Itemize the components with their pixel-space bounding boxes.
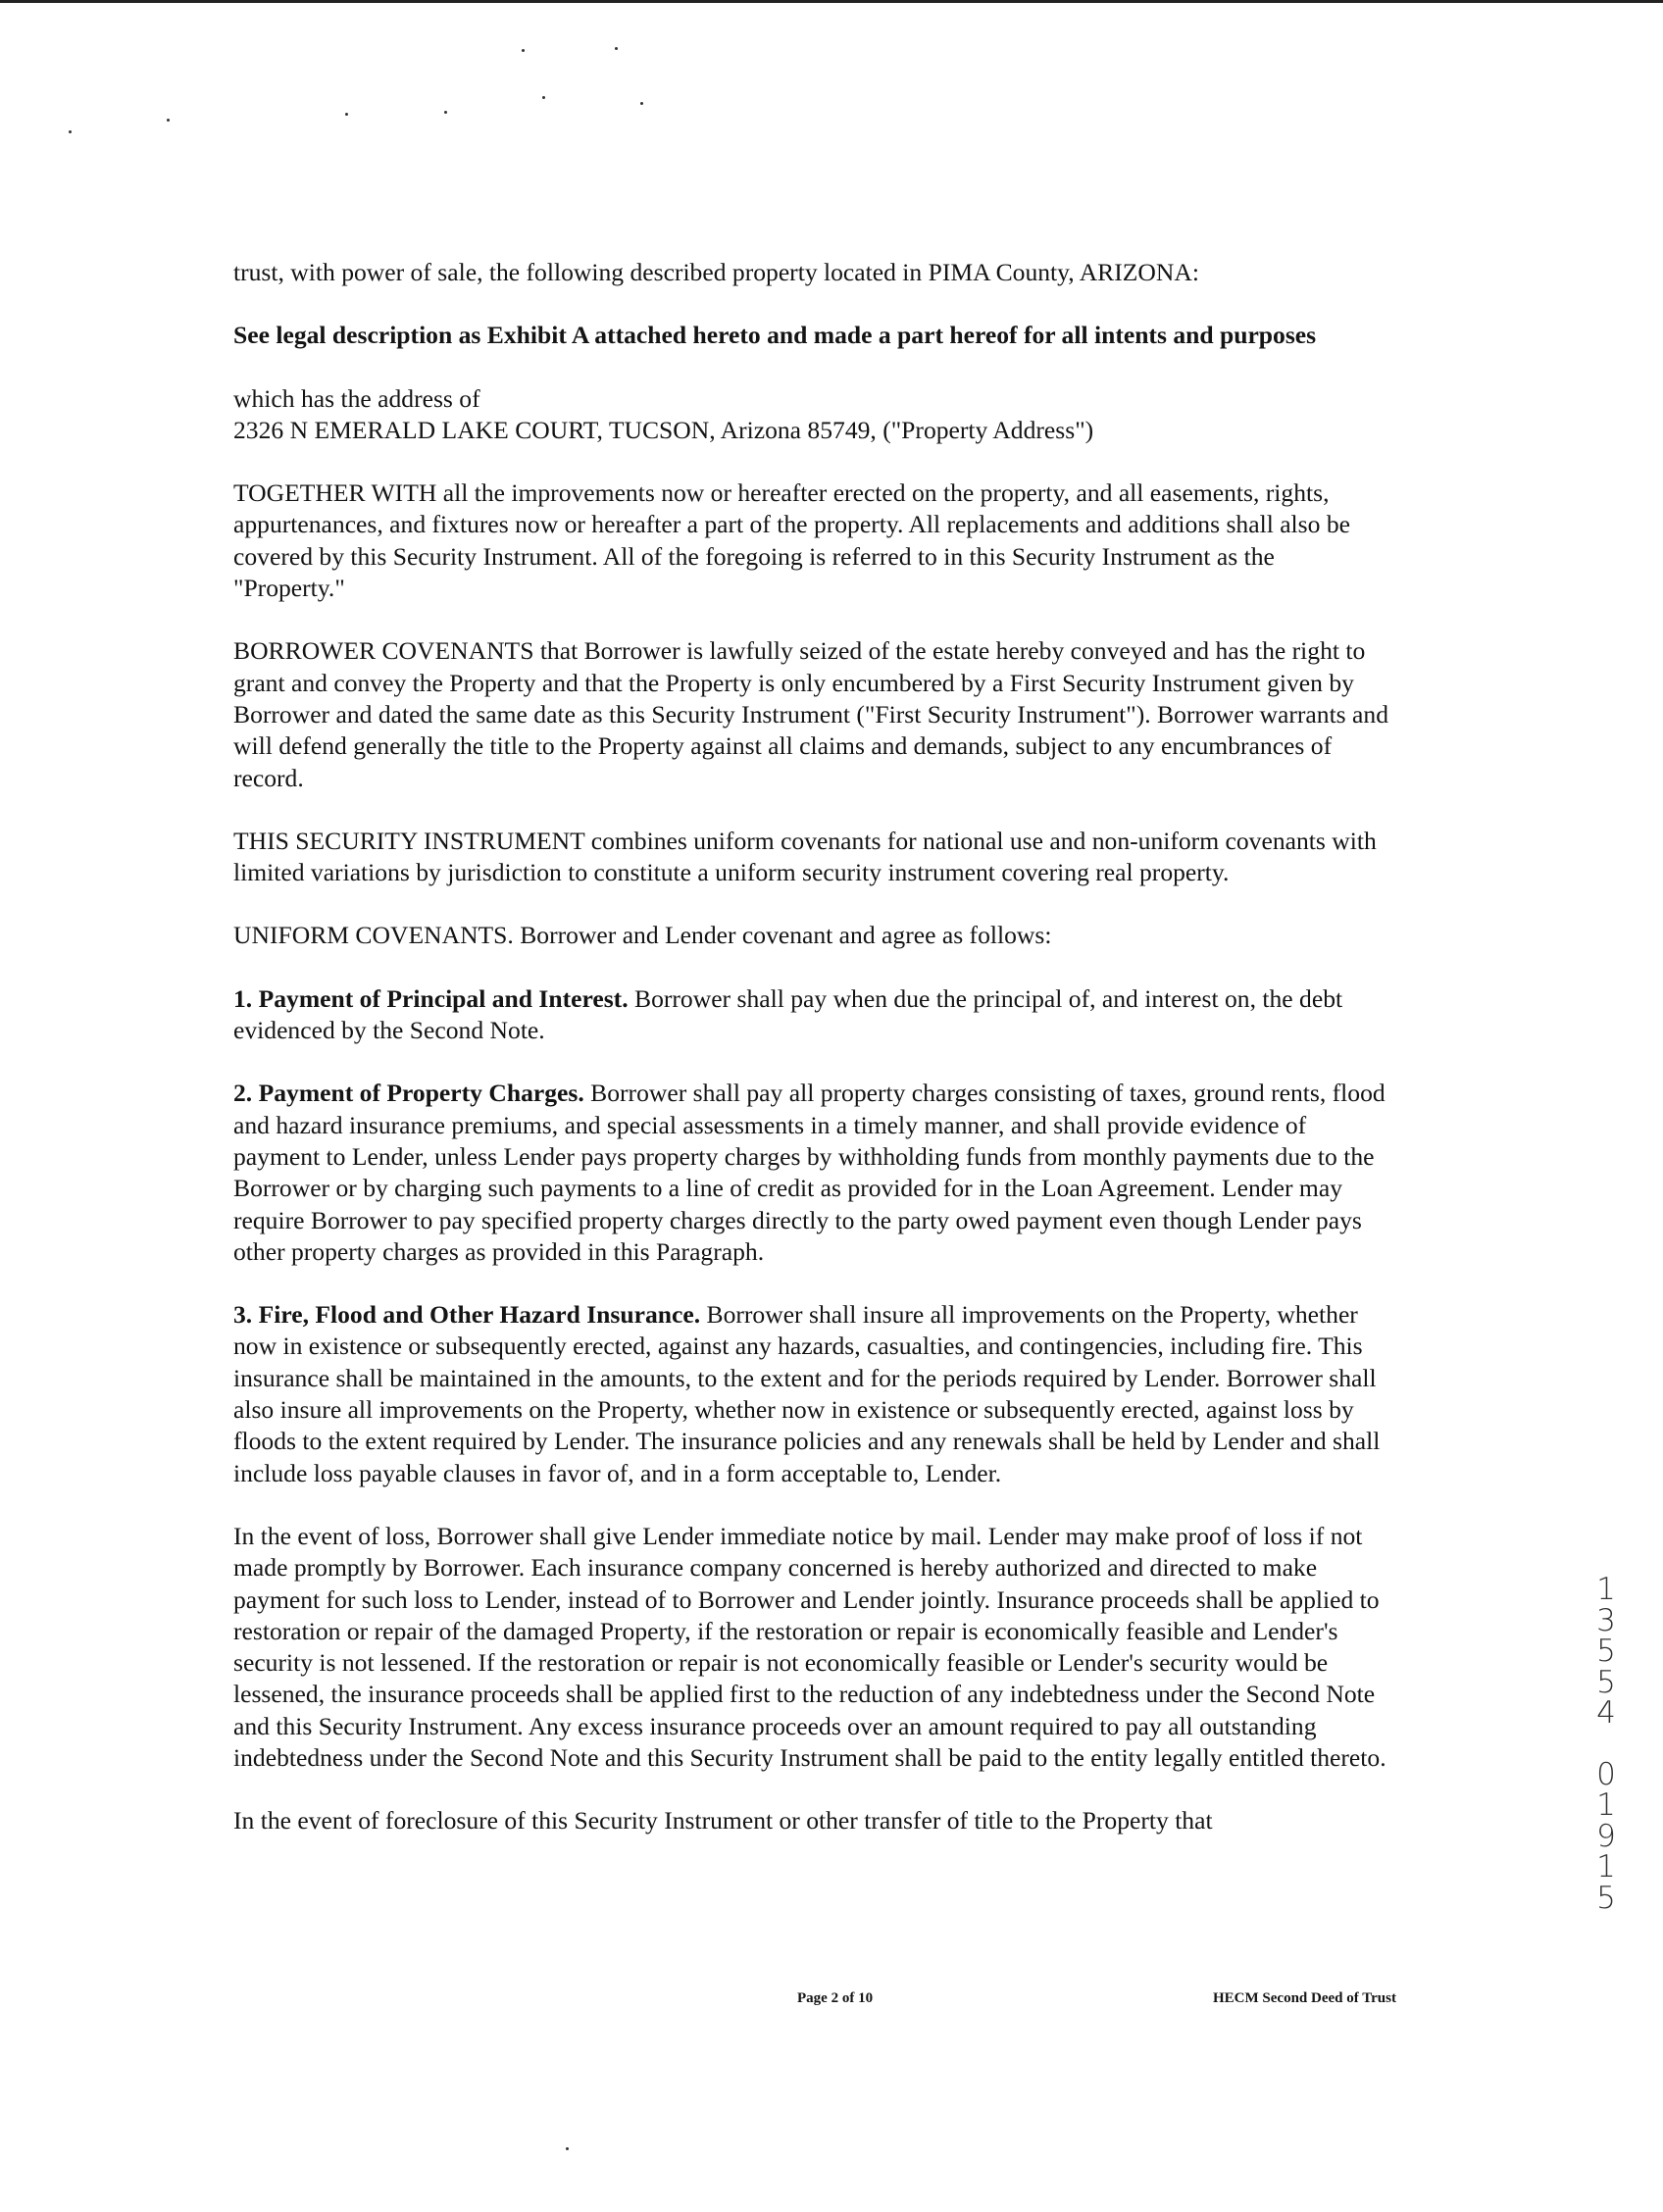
section-heading: 2. Payment of Property Charges. — [233, 1079, 584, 1108]
stamp-digit: 9 — [1596, 1818, 1616, 1854]
section-payment-principal — [233, 983, 1390, 1047]
section-text: Borrower shall insure all improvements on the Property, whether now in existence or subsequently erected, against any hazards, casualties, and contingencies, including fire. This insurance shall be maintained in the amounts, to the extent and for the periods required by Lender. Borrower shall also insure all improvements on the Property, whether now in existence or subsequently erected, against loss by floods to the extent required by Lender. The insurance policies and any renewals shall be held by Lender and shall include loss payable clauses in favor of, and in a form acceptable to, Lender. — [233, 1300, 1381, 1487]
stamp-digit: 4 — [1596, 1695, 1616, 1731]
section-text: Borrower shall pay when due the principal of, and interest on, the debt evidenced by the Second Note. — [233, 983, 1343, 1045]
scan-speck — [542, 96, 545, 99]
paragraph-uniform-covenants: UNIFORM COVENANTS. Borrower and Lender covenant and agree as follows: — [233, 921, 1052, 950]
recording-number-stamp — [1588, 1572, 1624, 1916]
section-heading: 3. Fire, Flood and Other Hazard Insurance. — [233, 1300, 701, 1330]
scan-speck — [345, 113, 348, 116]
scan-speck — [444, 111, 447, 114]
paragraph-event-of-loss: In the event of loss, Borrower shall give Lender immediate notice by mail. Lender may make proof of loss if not made promptly by Borrower. Each insurance company concerned is hereby authorized and directed to make payment for such loss to Lender, instead of to Borrower and Lender jointly. Insurance proceeds shall be applied to restoration or repair of the damaged Property, if the restoration or repair is economically feasible and Lender's security is not lessened. If the restoration or repair is not economically feasible or Lender's security would be lessened, the insurance proceeds shall be applied first to the reduction of any indebtedness under the Second Note and this Security Instrument. Any excess insurance proceeds over an amount required to pay all outstanding indebtedness under the Second Note and this Security Instrument shall be paid to the entity legally entitled thereto. — [233, 1521, 1386, 1772]
scan-speck — [615, 47, 618, 50]
stamp-digit: 5 — [1596, 1880, 1616, 1916]
stamp-digit: 1 — [1596, 1849, 1616, 1885]
stamp-digit: 1 — [1596, 1787, 1616, 1823]
scan-speck — [566, 2147, 569, 2150]
scan-speck — [522, 49, 525, 52]
scan-speck — [640, 102, 643, 105]
paragraph-intro: trust, with power of sale, the following described property located in PIMA County, ARIZONA: — [233, 258, 1199, 286]
address-intro: which has the address of — [233, 383, 480, 413]
scan-speck — [69, 130, 72, 133]
page-number: Page 2 of 10 — [797, 1990, 874, 2006]
legal-description-note: See legal description as Exhibit A attached hereto and made a part hereof for all intents and purposes — [233, 321, 1317, 350]
section-heading: 1. Payment of Principal and Interest. — [233, 983, 629, 1013]
property-address: 2326 N EMERALD LAKE COURT, TUCSON, Arizona 85749, ("Property Address") — [233, 415, 1094, 444]
document-title-footer: HECM Second Deed of Trust — [1213, 1990, 1396, 2006]
stamp-digit: 0 — [1596, 1756, 1616, 1792]
paragraph-security-instrument: THIS SECURITY INSTRUMENT combines uniform covenants for national use and non-uniform covenants with limited variations by jurisdiction to constitute a uniform security instrument covering real property. — [233, 826, 1377, 887]
stamp-digit: 3 — [1596, 1602, 1616, 1638]
paragraph-together-with: TOGETHER WITH all the improvements now or hereafter erected on the property, and all easements, rights, appurtenances, and fixtures now or hereafter a part of the property. All replacements and additions shall also be covered by this Security Instrument. All of the foregoing is referred to in this Security Instrument as the "Property." — [233, 478, 1350, 603]
document-body — [233, 257, 1390, 1869]
scan-speck — [167, 119, 170, 122]
section-property-charges — [233, 1078, 1390, 1268]
stamp-digit: 5 — [1596, 1664, 1616, 1700]
paragraph-borrower-covenants: BORROWER COVENANTS that Borrower is lawfully seized of the estate hereby conveyed and has the right to grant and convey the Property and that the Property is only encumbered by a First Security Instrument given by Borrower and dated the same date as this Security Instrument ("First Security Instrument"). Borrower warrants and will defend generally the title to the Property against all claims and demands, subject to any encumbrances of record. — [233, 636, 1388, 792]
stamp-digit: 1 — [1596, 1572, 1616, 1607]
stamp-digit: 5 — [1596, 1634, 1616, 1669]
paragraph-foreclosure: In the event of foreclosure of this Security Instrument or other transfer of title to the Property that — [233, 1806, 1213, 1835]
property-address-block — [233, 383, 1390, 447]
section-hazard-insurance — [233, 1299, 1390, 1489]
scan-top-border — [0, 0, 1663, 3]
stamp-spacer — [1588, 1730, 1624, 1760]
section-text: Borrower shall pay all property charges consisting of taxes, ground rents, flood and hazard insurance premiums, and special assessments in a timely manner, and shall provide evidence of payment to Lender, unless Lender pays property charges by withholding funds from monthly payments due to the Borrower or by charging such payments to a line of credit as provided for in the Loan Agreement. Lender may require Borrower to pay specified property charges directly to the party owed payment even though Lender pays other property charges as provided in this Paragraph. — [233, 1079, 1386, 1266]
